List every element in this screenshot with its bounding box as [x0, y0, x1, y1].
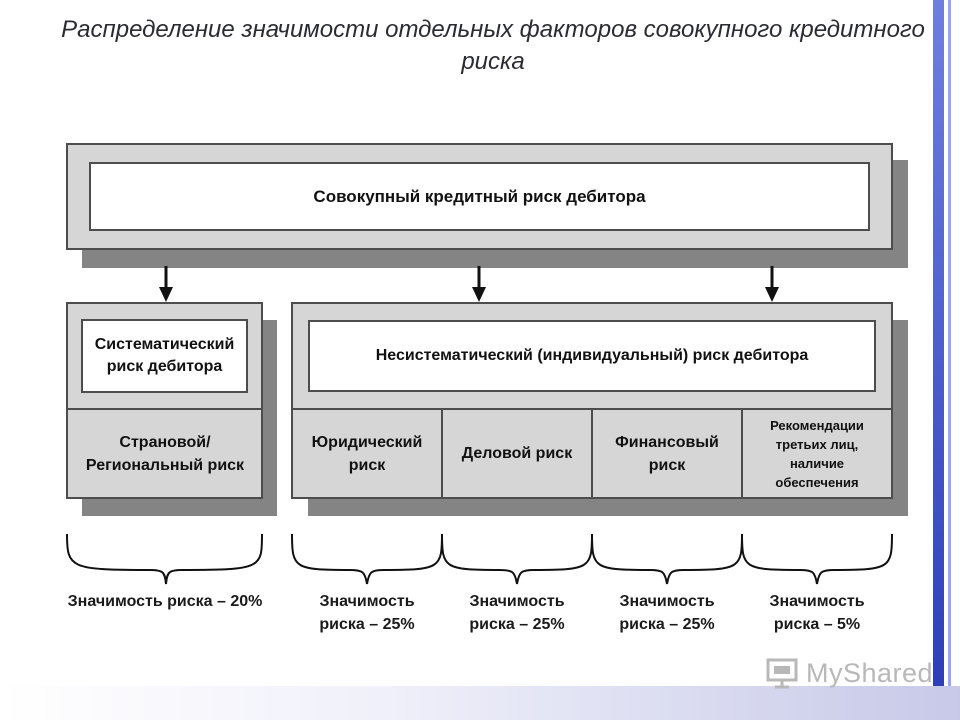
watermark-logo: [766, 657, 933, 689]
watermark-text: MyShared: [806, 657, 934, 688]
slide-title: Распределение значимости отдельных факторов совокупного кредитного риска: [61, 16, 925, 75]
significance-legal: Значимость риска – 25%: [319, 593, 415, 633]
brace-financial: [592, 534, 742, 584]
systematic-risk-label: Систематический риск дебитора: [81, 319, 248, 393]
brace-business: [442, 534, 592, 584]
financial-risk-label: Финансовый риск: [615, 433, 719, 474]
total-credit-risk-label: Совокупный кредитный риск дебитора: [89, 162, 870, 231]
legal-risk-label: Юридический риск: [311, 433, 423, 474]
brace-legal: [292, 534, 442, 584]
significance-financial: Значимость риска – 25%: [619, 593, 715, 633]
brace-third-party: [742, 534, 892, 584]
third-party-recommendations-label: Рекомендации третьих лиц, наличие обеспечения: [770, 417, 864, 490]
significance-business: Значимость риска – 25%: [469, 593, 565, 633]
brace-systematic: [67, 534, 262, 584]
country-regional-risk-label: Страновой/ Региональный риск: [85, 433, 245, 474]
significance-systematic: Значимость риска – 20%: [67, 593, 263, 610]
nonsystematic-risk-label: Несистематический (индивидуальный) риск дебитора: [308, 320, 876, 392]
significance-third-party: Значимость риска – 5%: [769, 593, 865, 633]
presentation-board-icon: [766, 657, 800, 689]
business-risk-label: Деловой риск: [461, 445, 573, 462]
